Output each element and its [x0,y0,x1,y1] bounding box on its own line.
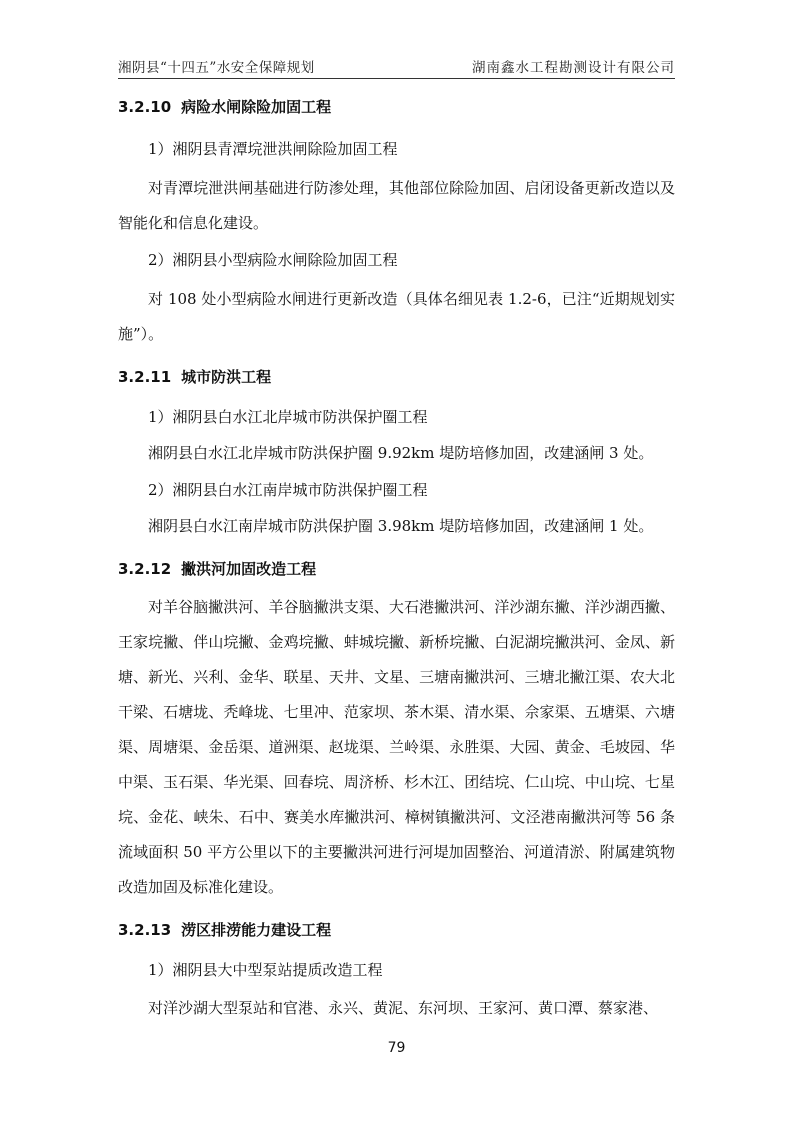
header-rule [118,78,675,79]
paragraph: 对 108 处小型病险水闸进行更新改造（具体名细见表 1.2-6，已注“近期规划实施”）。 [118,290,675,343]
section-heading-3-2-10 [118,96,675,118]
page-header [118,56,675,76]
subsection-title: 1）湘阴县白水江北岸城市防洪保护圈工程 [148,408,428,426]
paragraph: 湘阴县白水江南岸城市防洪保护圈 3.98km 堤防培修加固，改建涵闸 1 处。 [148,517,654,535]
section-heading-3-2-13 [118,919,675,941]
subsection-title: 2）湘阴县白水江南岸城市防洪保护圈工程 [148,481,428,499]
section-number: 3.2.10 [118,98,172,116]
header-company-name: 湖南鑫水工程勘测设计有限公司 [472,60,675,76]
section-heading-3-2-12 [118,558,675,580]
section-number: 3.2.12 [118,560,172,578]
section-number: 3.2.13 [118,921,172,939]
section-title: 病险水闸除险加固工程 [181,98,332,116]
subsection-title: 1）湘阴县大中型泵站提质改造工程 [148,961,383,979]
subsection-title: 1）湘阴县青潭垸泄洪闸除险加固工程 [148,140,398,158]
section-number: 3.2.11 [118,368,172,386]
section-heading-3-2-11 [118,366,675,388]
header-document-title: 湘阴县“十四五”水安全保障规划 [118,60,315,76]
page-body [118,96,675,1026]
paragraph: 对羊谷脑撇洪河、羊谷脑撇洪支渠、大石港撇洪河、洋沙湖东撇、洋沙湖西撇、王家垸撇、伴山垸撇、金鸡垸撇、蚌城垸撇、新桥垸撇、白泥湖垸撇洪河、金凤、新塘、新光、兴利、金华、联星、天井、文星、三塘南撇洪河、三塘北撇江渠、农大北干梁、石塘垅、秃峰垅、七里冲、范家坝、茶木渠、清水渠、佘家渠、五塘渠、六塘渠、周塘渠、金岳渠、道洲渠、赵垅渠、兰岭渠、永胜渠、大园、黄金、毛坡园、华中渠、玉石渠、华光渠、回春垸、周济桥、杉木江、团结垸、仁山垸、中山垸、七星垸、金花、峡朱、石中、赛美水库撇洪河、樟树镇撇洪河、文泾港南撇洪河等 56 条流域面积 50 平方公里以下的主要撇洪河进行河堤加固整治、河道清淤、附属建筑物改造加固及标准化建设。 [118,598,675,896]
paragraph: 对洋沙湖大型泵站和官港、永兴、黄泥、东河坝、王家河、黄口潭、蔡家港、 [148,999,659,1017]
paragraph: 湘阴县白水江北岸城市防洪保护圈 9.92km 堤防培修加固，改建涵闸 3 处。 [148,444,654,462]
subsection-title: 2）湘阴县小型病险水闸除险加固工程 [148,251,398,269]
paragraph: 对青潭垸泄洪闸基础进行防渗处理，其他部位除险加固、启闭设备更新改造以及智能化和信息化建设。 [118,179,675,232]
section-title: 涝区排涝能力建设工程 [181,921,332,939]
page-number: 79 [387,1040,406,1056]
section-title: 城市防洪工程 [181,368,272,386]
section-title: 撇洪河加固改造工程 [181,560,317,578]
